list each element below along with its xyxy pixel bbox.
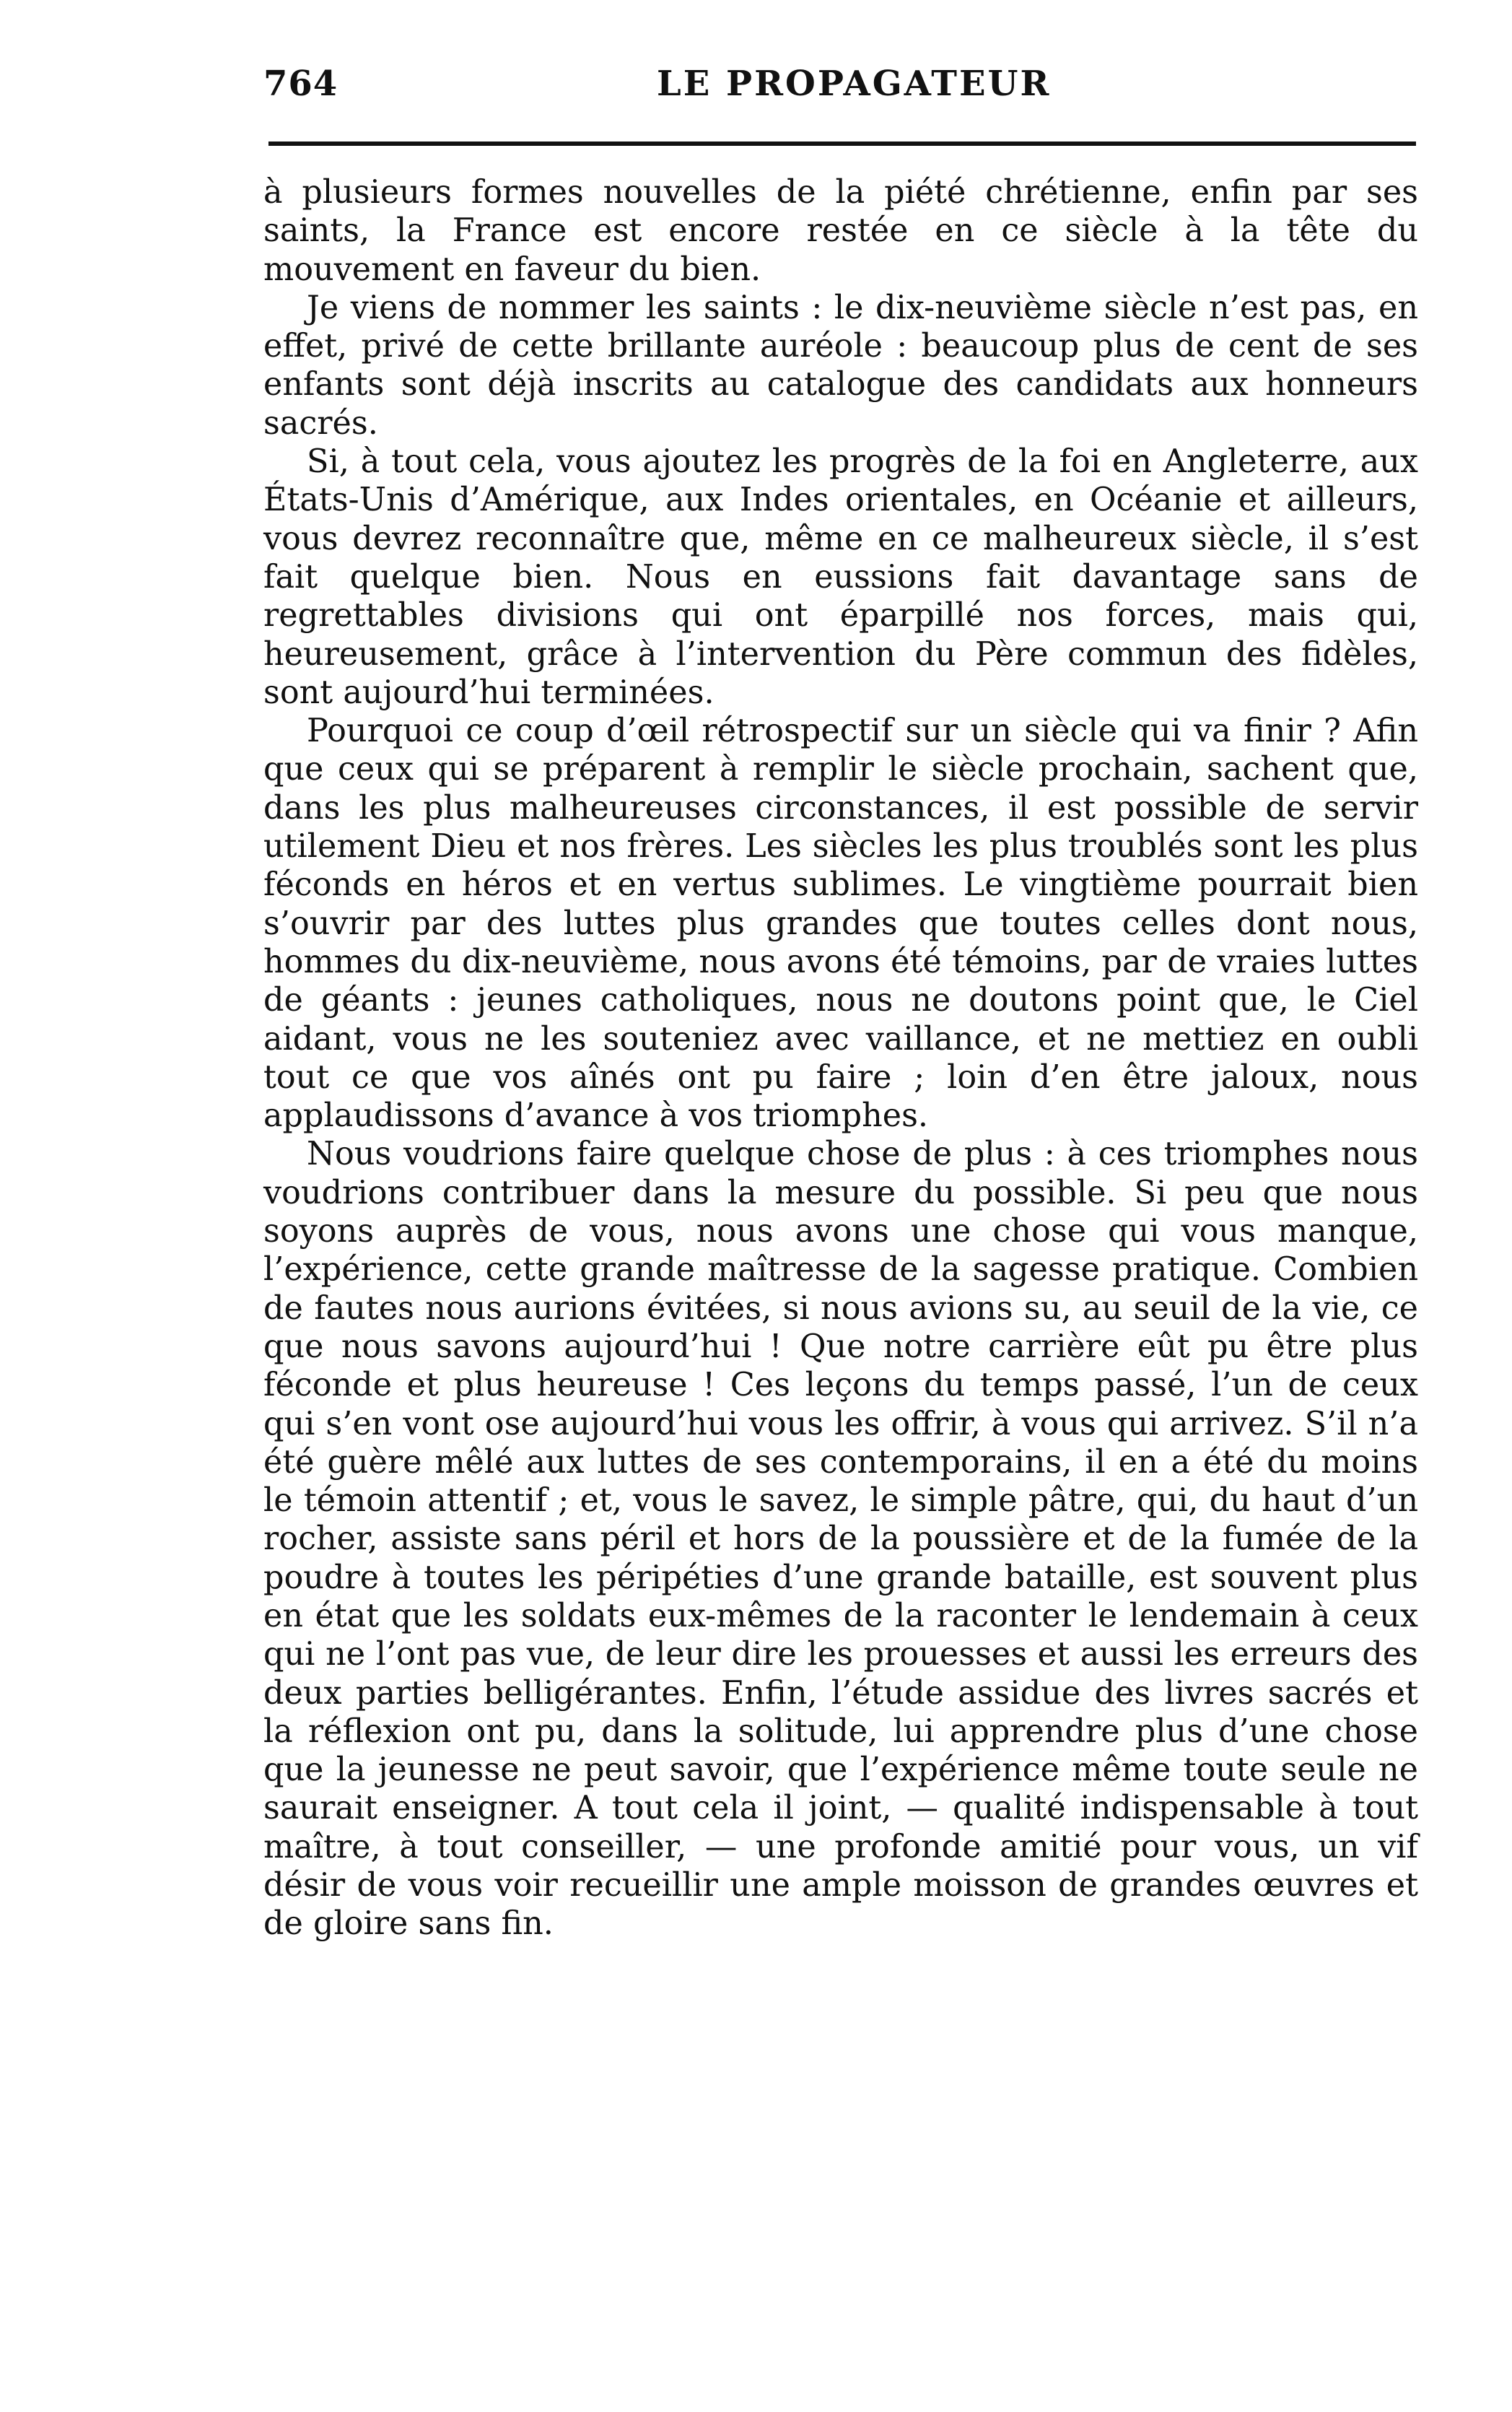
paragraph-1: à plusieurs formes nouvelles de la piété chrétienne, enfin par ses saints, la France est encore restée en ce siècle à la tête du mouvement en faveur du bien. [263,174,1418,288]
page-header [263,64,1418,114]
page-number: 764 [263,64,338,104]
header-rule [268,142,1416,146]
paragraph-3: Si, à tout cela, vous ajoutez les progrès de la foi en Angleterre, aux États-Unis d’Amérique, aux Indes orientales, en Océanie et ailleurs, vous devrez reconnaître que, même en ce malheureux siècle, il s’est fait quelque bien. Nous en eussions fait davantage sans de regrettables divisions qui ont éparpillé nos forces, mais qui, heureusement, grâce à l’intervention du Père commun des fidèles, sont aujourd’hui terminées. [263,443,1418,711]
paragraph-5: Nous voudrions faire quelque chose de plus : à ces triomphes nous voudrions contribuer dans la mesure du possible. Si peu que nous soyons auprès de vous, nous avons une chose qui vous manque, l’expérience, cette grande maîtresse de la sagesse pratique. Combien de fautes nous aurions évitées, si nous avions su, au seuil de la vie, ce que nous savons aujourd’hui ! Que notre carrière eût pu être plus féconde et plus heureuse ! Ces leçons du temps passé, l’un de ceux qui s’en vont ose aujourd’hui vous les offrir, à vous qui arrivez. S’il n’a été guère mêlé aux luttes de ses contemporains, il en a été du moins le témoin attentif ; et, vous le savez, le simple pâtre, qui, du haut d’un rocher, assiste sans péril et hors de la poussière et de la fumée de la poudre à toutes les péripéties d’une grande bataille, est souvent plus en état que les soldats eux-mêmes de la raconter le lendemain à ceux qui ne l’ont pas vue, de leur dire les prouesses et aussi les erreurs des deux parties belligérantes. Enfin, l’étude assidue des livres sacrés et la réflexion ont pu, dans la solitude, lui apprendre plus d’une chose que la jeunesse ne peut savoir, que l’expérience même toute seule ne saurait enseigner. A tout cela il joint, — qualité indispensable à tout maître, à tout conseiller, — une profonde amitié pour vous, un vif désir de vous voir recueillir une ample moisson de grandes œuvres et de gloire sans fin. [263,1136,1418,1943]
running-title: LE PROPAGATEUR [657,64,1052,104]
body-text [263,173,1418,1943]
paragraph-4: Pourquoi ce coup d’œil rétrospectif sur un siècle qui va finir ? Afin que ceux qui se préparent à remplir le siècle prochain, sachent que, dans les plus malheureuses circonstances, il est possible de servir utilement Dieu et nos frères. Les siècles les plus troublés sont les plus féconds en héros et en vertus sublimes. Le vingtième pourrait bien s’ouvrir par des luttes plus grandes que toutes celles dont nous, hommes du dix-neuvième, nous avons été témoins, par de vraies luttes de géants : jeunes catholiques, nous ne doutons point que, le Ciel aidant, vous ne les souteniez avec vaillance, et ne mettiez en oubli tout ce que vos aînés ont pu faire ; loin d’en être jaloux, nous applaudissons d’avance à vos triomphes. [263,713,1418,1135]
paragraph-2: Je viens de nommer les saints : le dix-neuvième siècle n’est pas, en effet, privé de cette brillante auréole : beaucoup plus de cent de ses enfants sont déjà inscrits au catalogue des candidats aux honneurs sacrés. [263,289,1418,442]
